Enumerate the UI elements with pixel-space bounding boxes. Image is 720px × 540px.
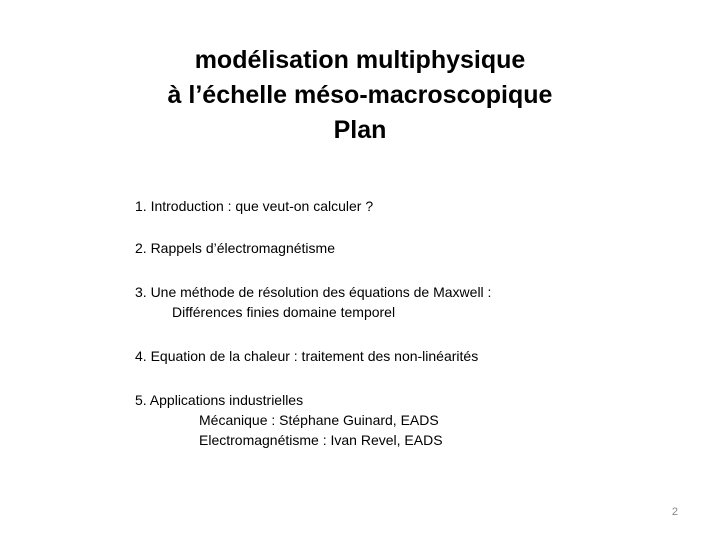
title-line-3: Plan [333, 116, 387, 144]
plan-item-3 [135, 282, 491, 322]
plan-item-5-sub-1: Mécanique : Stéphane Guinard, EADS [199, 412, 439, 428]
plan-item-3-subtext: Différences finies domaine temporel [172, 304, 396, 320]
plan-item-1: 1. Introduction : que veut-on calculer ? [135, 198, 374, 214]
slide-title [0, 43, 720, 148]
page-number: 2 [671, 506, 678, 518]
title-line-2: à l’échelle méso-macroscopique [167, 81, 553, 109]
plan-item-5-sub-2: Electromagnétisme : Ivan Revel, EADS [199, 432, 443, 448]
plan-item-5-text: 5. Applications industrielles [135, 392, 304, 408]
plan-item-5 [135, 390, 443, 450]
title-line-1: modélisation multiphysique [194, 46, 526, 74]
plan-item-4: 4. Equation de la chaleur : traitement des non-linéarités [135, 348, 479, 364]
plan-item-2: 2. Rappels d’électromagnétisme [135, 240, 335, 256]
plan-item-3-text: 3. Une méthode de résolution des équations de Maxwell : [135, 284, 492, 300]
